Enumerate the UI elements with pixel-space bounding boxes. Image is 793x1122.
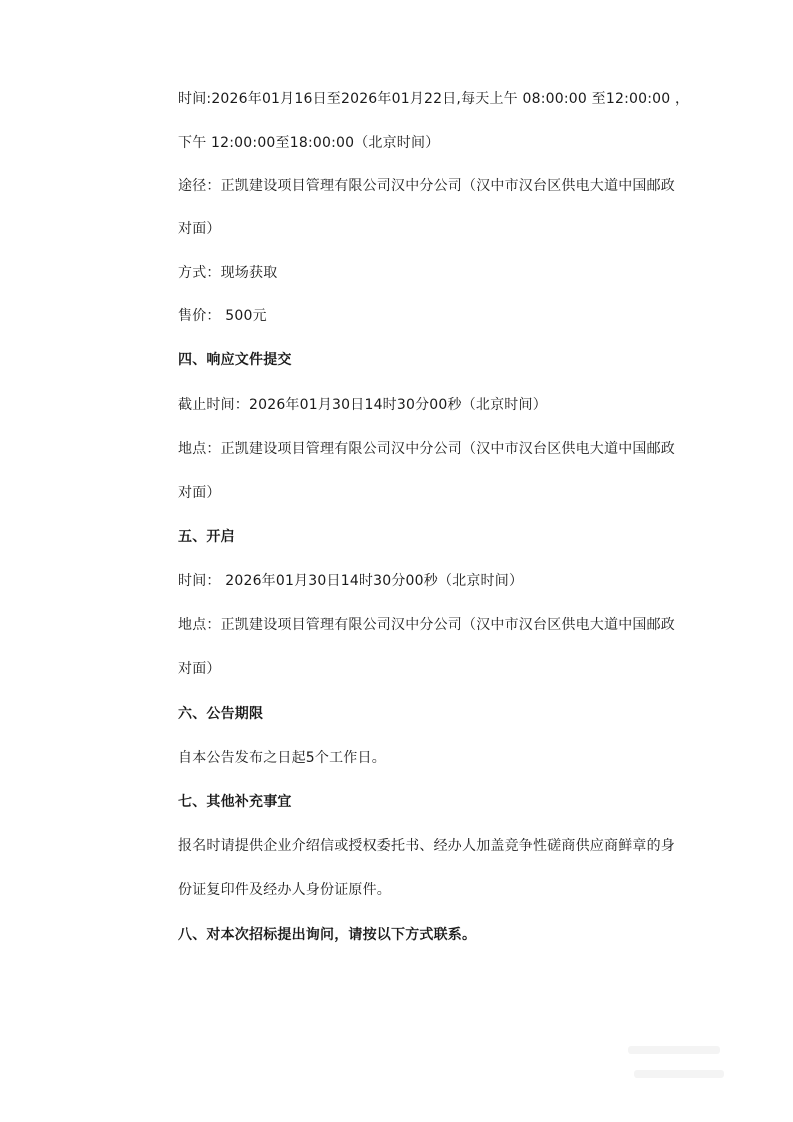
sale-time-line: 时间:2026年01月16日至2026年01月22日,每天上午 08:00:00 至12:00:00 ，: [178, 91, 690, 107]
section-heading-7: 七、其他补充事宜: [178, 794, 292, 810]
faint-mark: [634, 1070, 724, 1078]
sale-time-afternoon-line: 下午 12:00:00至18:00:00（北京时间）: [178, 135, 440, 151]
section-heading-6: 六、公告期限: [178, 706, 264, 722]
sale-price-line: 售价： 500元: [178, 308, 267, 324]
sale-method-line: 方式：现场获取: [178, 265, 278, 281]
notice-period-line: 自本公告发布之日起5个工作日。: [178, 750, 386, 766]
section-heading-5: 五、开启: [178, 529, 235, 545]
submission-location-continuation: 对面）: [178, 485, 221, 501]
opening-location-continuation: 对面）: [178, 661, 221, 677]
sale-location-continuation: 对面）: [178, 221, 221, 237]
section-heading-4: 四、响应文件提交: [178, 352, 292, 368]
section-heading-8: 八、对本次招标提出询问，请按以下方式联系。: [178, 927, 477, 943]
sale-location-line: 途径：正凯建设项目管理有限公司汉中分公司（汉中市汉台区供电大道中国邮政: [178, 178, 675, 194]
deadline-line: 截止时间：2026年01月30日14时30分00秒（北京时间）: [178, 397, 547, 413]
supplementary-line: 报名时请提供企业介绍信或授权委托书、经办人加盖竞争性磋商供应商鲜章的身: [178, 838, 675, 854]
supplementary-continuation: 份证复印件及经办人身份证原件。: [178, 882, 391, 898]
opening-time-line: 时间： 2026年01月30日14时30分00秒（北京时间）: [178, 573, 524, 589]
faint-mark: [628, 1046, 720, 1054]
opening-location-line: 地点：正凯建设项目管理有限公司汉中分公司（汉中市汉台区供电大道中国邮政: [178, 617, 675, 633]
submission-location-line: 地点：正凯建设项目管理有限公司汉中分公司（汉中市汉台区供电大道中国邮政: [178, 441, 675, 457]
